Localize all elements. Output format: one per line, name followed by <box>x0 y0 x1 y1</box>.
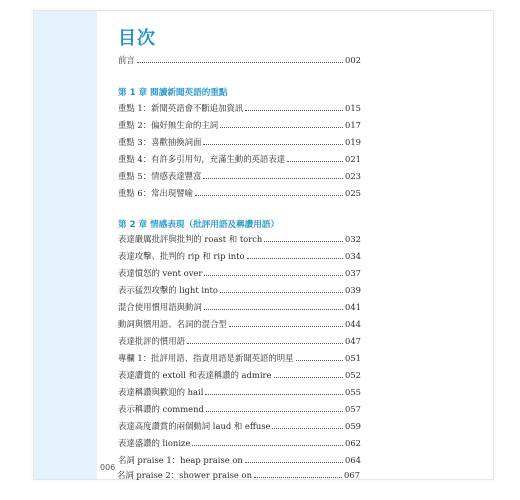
toc-entry-page: 044 <box>345 319 361 329</box>
page-number: 006 <box>100 463 116 472</box>
toc-entry[interactable] <box>118 453 361 466</box>
toc-entry-page: 015 <box>345 103 361 113</box>
leader-dots <box>264 240 343 242</box>
leader-dots <box>254 476 342 478</box>
toc-entry[interactable] <box>118 300 361 313</box>
toc-entry-page: 041 <box>345 302 361 312</box>
toc-entry-label: 名詞 praise 1：heap praise on <box>118 455 243 465</box>
toc-entry-label: 表達攻擊、批判的 rip 和 rip into <box>118 251 245 261</box>
toc-entry-page: 062 <box>345 438 361 448</box>
toc-entry[interactable] <box>118 283 361 296</box>
toc-entry-page: 059 <box>345 421 361 431</box>
toc-entry[interactable] <box>118 135 361 148</box>
leader-dots <box>220 126 343 128</box>
toc-entry-label: 前言 <box>118 55 135 65</box>
toc-entry-page: 052 <box>345 370 361 380</box>
leader-dots <box>296 359 344 361</box>
toc-entry[interactable] <box>118 249 361 262</box>
leader-dots <box>220 291 343 293</box>
leader-dots <box>187 342 343 344</box>
leader-dots <box>203 143 343 145</box>
toc-entry-label: 重點 6：常出現譬喻 <box>118 188 193 198</box>
toc-entry-label: 混合使用慣用語與動詞 <box>118 302 202 312</box>
chapter-1-heading[interactable]: 第 1 章 閱讀新聞英語的重點 <box>118 88 228 98</box>
leader-dots <box>247 257 343 259</box>
toc-entry-page: 021 <box>345 154 361 164</box>
toc-entry[interactable] <box>118 186 361 199</box>
toc-entry[interactable] <box>118 351 361 364</box>
toc-entry-label: 重點 2：偏好無生命的主詞 <box>118 120 219 130</box>
toc-entry-page: 057 <box>345 404 361 414</box>
toc-entry[interactable] <box>118 317 361 330</box>
toc-entry[interactable] <box>118 368 361 381</box>
leader-dots <box>274 376 344 378</box>
leader-dots <box>272 427 343 429</box>
toc-entry-label: 表達憤怒的 vent over <box>118 268 203 278</box>
leader-dots <box>137 61 343 63</box>
leader-dots <box>192 444 343 446</box>
toc-entry[interactable] <box>118 152 361 165</box>
leader-dots <box>245 109 343 111</box>
toc-entry-label: 名詞 praise 2：shower praise on <box>117 470 252 480</box>
toc-entry-page: 064 <box>345 455 361 465</box>
toc-entry-page: 023 <box>345 171 361 181</box>
toc-entry[interactable] <box>118 266 361 279</box>
toc-entry-label: 表達稱讚與歡迎的 hail <box>118 387 204 397</box>
toc-entry-label: 重點 4：有許多引用句，充滿生動的英語表達 <box>118 154 286 164</box>
toc-entry-label: 表示稱讚的 commend <box>118 404 204 414</box>
toc-entry-label: 表達高度讚賞的兩個動詞 laud 和 effuse <box>118 421 271 431</box>
toc-entry[interactable] <box>118 232 361 245</box>
toc-entry-page: 039 <box>345 285 361 295</box>
toc-entry-label: 表達讚賞的 extoll 和表達稱讚的 admire <box>118 370 272 380</box>
toc-entry-page: 067 <box>344 470 360 480</box>
toc-entry-label: 表達批評的慣用語 <box>118 336 185 346</box>
toc-entry[interactable] <box>118 385 361 398</box>
toc-entry-page: 051 <box>345 353 361 363</box>
toc-entry[interactable] <box>118 402 361 415</box>
toc-entry-preface[interactable] <box>118 53 361 66</box>
toc-entry-page: 032 <box>345 234 361 244</box>
toc-entry-label: 專欄 1：批評用語、指責用語是新聞英語的明星 <box>118 353 294 363</box>
leader-dots <box>245 461 343 463</box>
toc-entry-label: 重點 5：情感表達豐富 <box>118 171 202 181</box>
book-page <box>33 10 494 480</box>
leader-dots <box>204 274 343 276</box>
toc-entry-label: 重點 3：喜歡抽換詞面 <box>118 137 202 147</box>
toc-entry-page: 019 <box>345 137 361 147</box>
toc-entry-page: 025 <box>345 188 361 198</box>
toc-entry-page: 055 <box>345 387 361 397</box>
toc-entry[interactable] <box>118 419 361 432</box>
toc-entry-label: 重點 1：新聞英語會不斷追加資訊 <box>118 103 244 113</box>
toc-entry[interactable] <box>118 101 361 114</box>
toc-entry[interactable] <box>118 436 361 449</box>
leader-dots <box>204 308 343 310</box>
page-title: 目次 <box>118 28 156 49</box>
toc-entry-label: 動詞與慣用語、名詞的混合型 <box>118 319 227 329</box>
toc-entry-label: 表示猛烈攻擊的 light into <box>118 285 218 295</box>
leader-dots <box>229 325 343 327</box>
toc-entry[interactable] <box>117 468 360 481</box>
leader-dots <box>287 160 343 162</box>
leader-dots <box>205 393 343 395</box>
leader-dots <box>203 177 343 179</box>
toc-entry-label: 表達嚴厲批評與批判的 roast 和 torch <box>118 234 263 244</box>
toc-entry-label: 表達盛讚的 lionize <box>118 438 191 448</box>
toc-entry-page: 034 <box>345 251 361 261</box>
toc-entry[interactable] <box>118 334 361 347</box>
toc-entry[interactable] <box>118 169 361 182</box>
side-color-strip <box>34 11 97 479</box>
toc-entry-page: 047 <box>345 336 361 346</box>
chapter-2-heading[interactable]: 第 2 章 情感表現（批評用語及稱讚用語） <box>118 220 280 230</box>
toc-entry-page: 017 <box>345 120 361 130</box>
toc-entry-page: 002 <box>345 55 361 65</box>
toc-entry-page: 037 <box>345 268 361 278</box>
toc-entry[interactable] <box>118 118 361 131</box>
leader-dots <box>195 194 343 196</box>
leader-dots <box>206 410 343 412</box>
